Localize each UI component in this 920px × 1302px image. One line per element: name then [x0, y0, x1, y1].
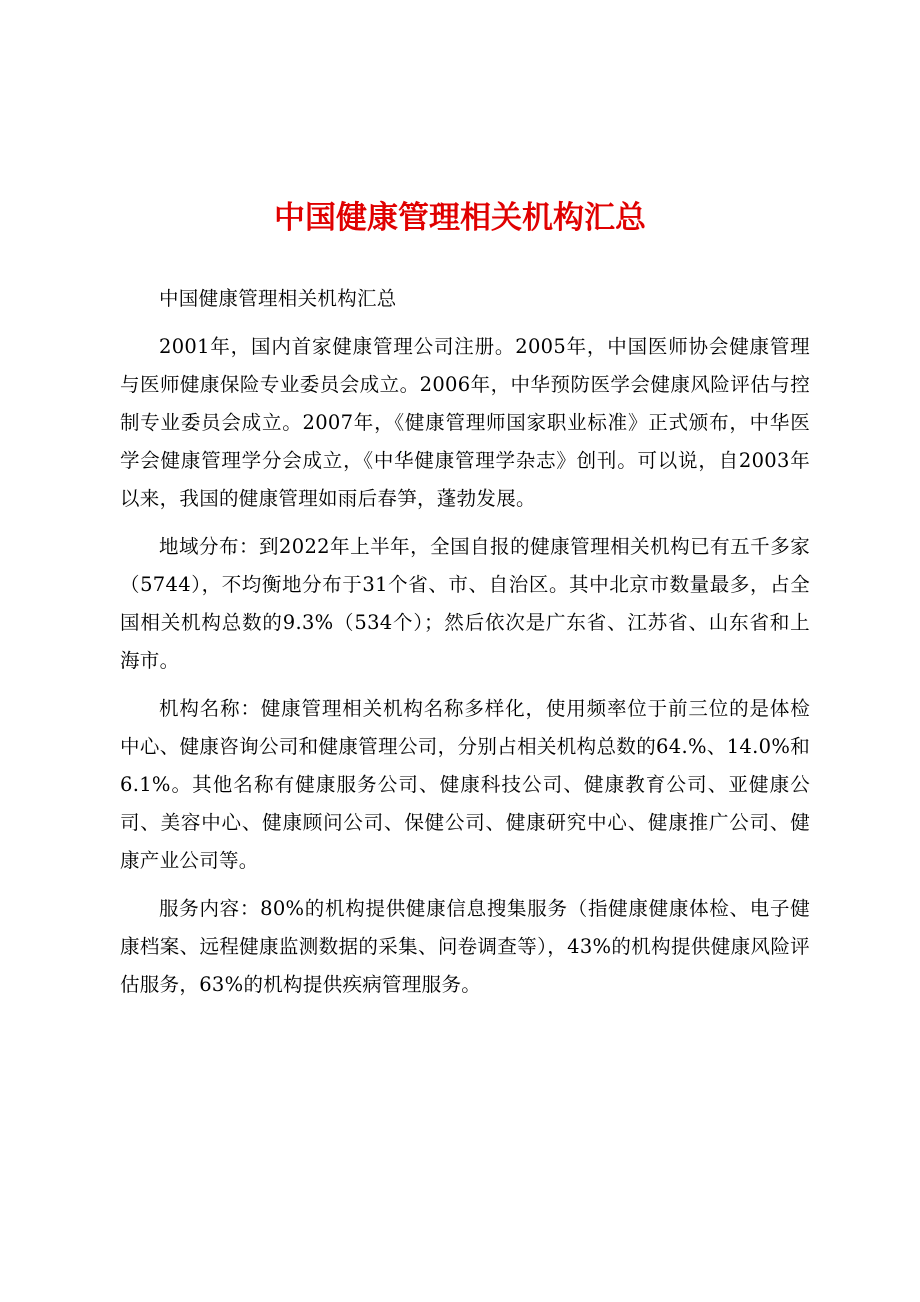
- paragraph-service-content: 服务内容：80%的机构提供健康信息搜集服务（指健康健康体检、电子健康档案、远程健康监测数据的采集、问卷调查等），43%的机构提供健康风险评估服务，63%的机构提供疾病管理服务。: [120, 897, 810, 996]
- paragraph-regional-distribution: 地域分布：到2022年上半年，全国自报的健康管理相关机构已有五千多家（5744），不均衡地分布于31个省、市、自治区。其中北京市数量最多，占全国相关机构总数的9.3%（534个）；然后依次是广东省、江苏省、山东省和上海市。: [120, 535, 810, 672]
- document-body: [120, 280, 810, 1004]
- paragraph-history: 2001年，国内首家健康管理公司注册。2005年，中国医师协会健康管理与医师健康保险专业委员会成立。2006年，中华预防医学会健康风险评估与控制专业委员会成立。2007年，《健康管理师国家职业标准》正式颁布，中华医学会健康管理学分会成立，《中华健康管理学杂志》创刊。可以说，自2003年以来，我国的健康管理如雨后春笋，蓬勃发展。: [120, 335, 810, 510]
- paragraph-institution-names: 机构名称：健康管理相关机构名称多样化，使用频率位于前三位的是体检中心、健康咨询公司和健康管理公司，分别占相关机构总数的64.%、14.0%和6.1%。其他名称有健康服务公司、健康科技公司、健康教育公司、亚健康公司、美容中心、健康顾问公司、保健公司、健康研究中心、健康推广公司、健康产业公司等。: [120, 697, 810, 872]
- document-title: 中国健康管理相关机构汇总: [274, 200, 646, 236]
- paragraph-subtitle: 中国健康管理相关机构汇总: [159, 287, 397, 310]
